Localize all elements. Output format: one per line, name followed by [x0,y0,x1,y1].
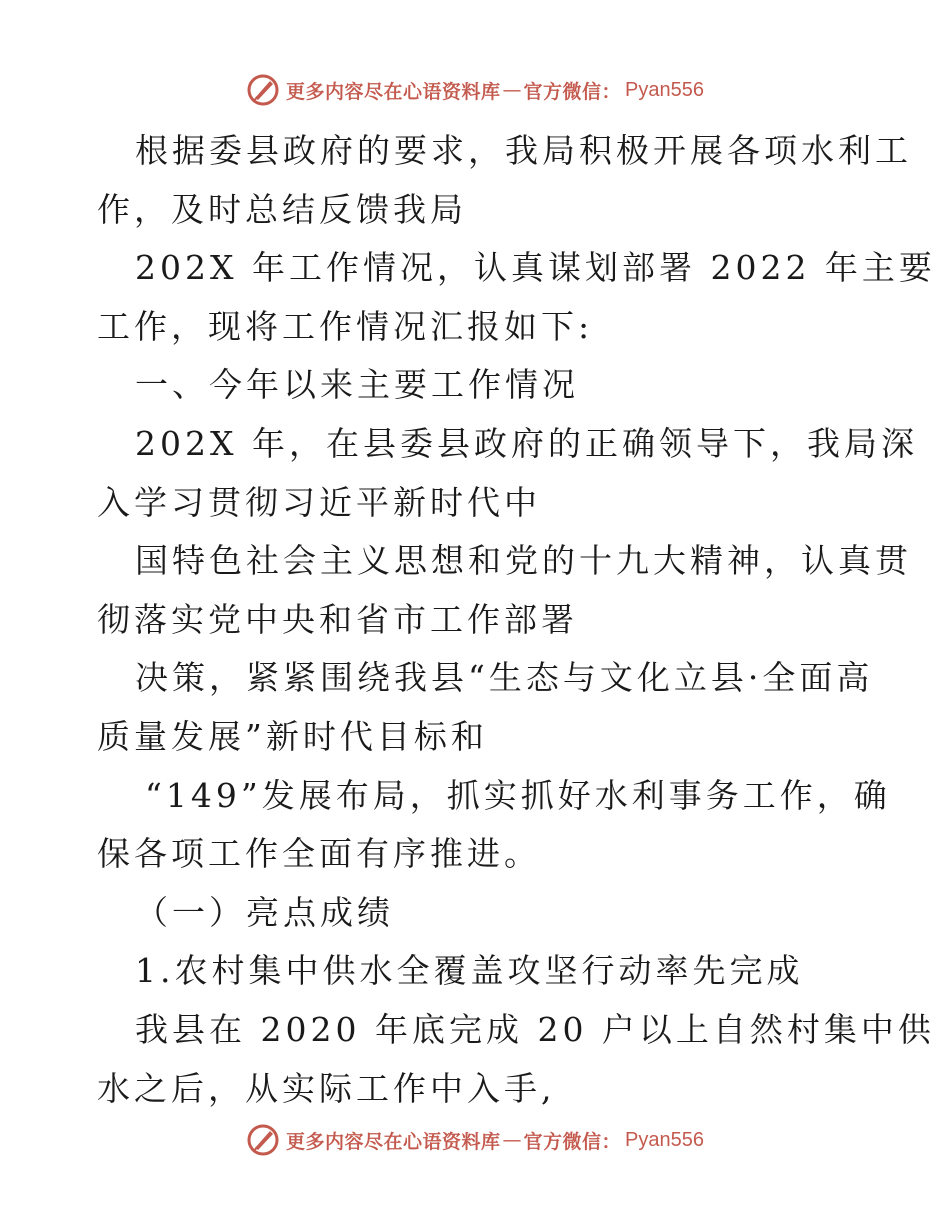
footer-watermark [0,1120,950,1160]
quill-logo-icon [246,1123,280,1157]
watermark-separator: — [502,79,522,101]
watermark-text: 更多内容尽在心语资料库 [286,1130,501,1153]
subsection-heading: （一）亮点成绩 [135,892,394,932]
body-line: 入学习贯彻习近平新时代中 [97,482,541,522]
section-heading: 一、今年以来主要工作情况 [135,365,579,405]
watermark-label: 官方微信： [523,80,622,103]
body-line: 根据委县政府的要求，我局积极开展各项水利工 [135,131,912,170]
item-heading: 1.农村集中供水全覆盖攻坚行动率先完成 [135,951,804,991]
body-line: 质量发展”新时代目标和 [97,716,488,756]
body-line: 202X 年工作情况，认真谋划部署 2022 年主要 [135,248,936,288]
header-watermark [0,70,950,110]
body-line: 作，及时总结反馈我局 [97,189,467,229]
body-line: 彻落实党中央和省市工作部署 [97,599,578,639]
body-line: 我县在 2020 年底完成 20 户以上自然村集中供 [135,1009,935,1049]
body-line: 工作，现将工作情况汇报如下: [97,306,594,346]
document-body [97,122,936,1118]
body-line: “149”发展布局，抓实抓好水利事务工作，确 [145,775,891,815]
watermark-label: 官方微信： [523,1130,622,1153]
body-line: 水之后，从实际工作中入手, [97,1068,556,1108]
body-line: 国特色社会主义思想和党的十九大精神，认真贯 [135,541,912,581]
body-line: 保各项工作全面有序推进。 [97,834,541,874]
watermark-separator: — [502,1129,522,1151]
watermark-text: 更多内容尽在心语资料库 [286,80,501,103]
body-line: 202X 年，在县委县政府的正确领导下，我局深 [135,423,918,463]
watermark-handle: Pyan556 [625,1128,704,1151]
watermark-handle: Pyan556 [625,78,704,101]
quill-logo-icon [246,73,280,107]
body-line: 决策，紧紧围绕我县“生态与文化立县·全面高 [135,658,874,698]
